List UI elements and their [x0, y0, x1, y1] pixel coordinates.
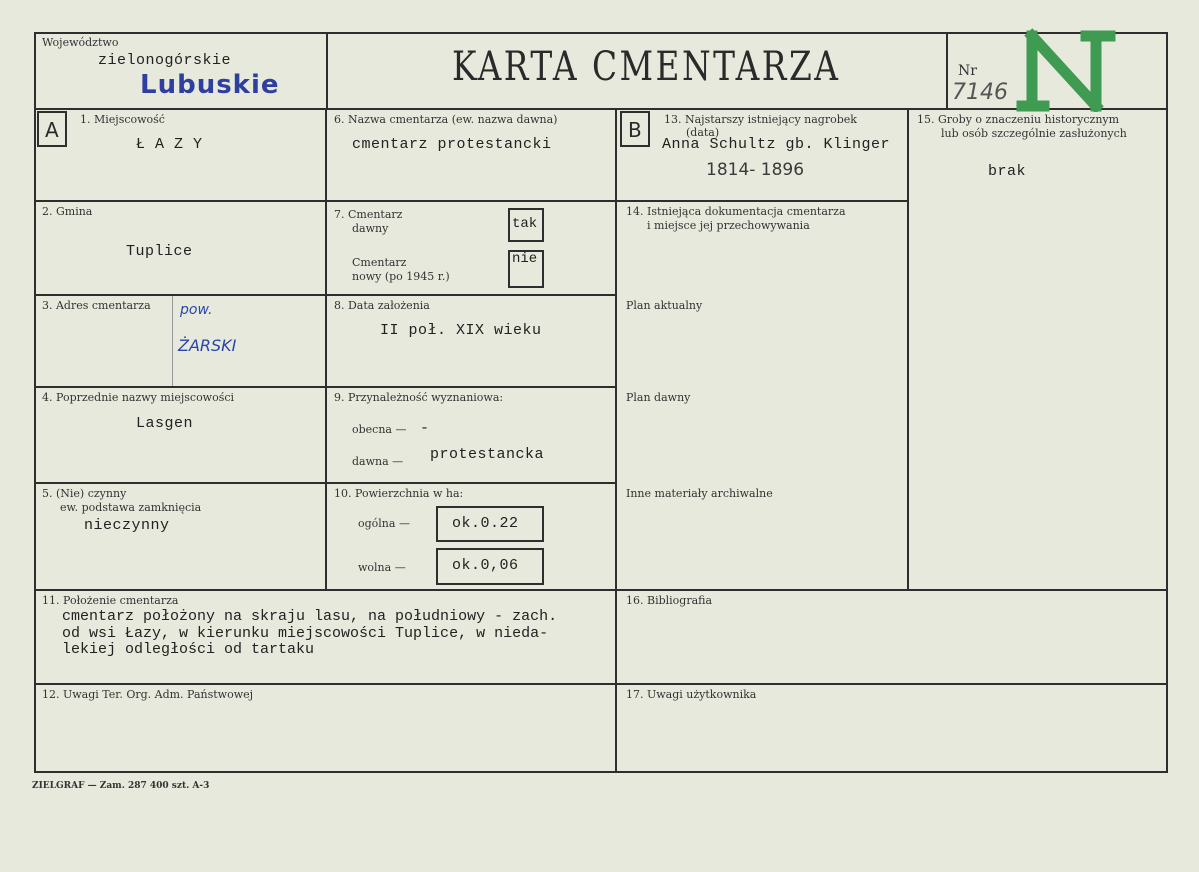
- field-7-old-box: [508, 208, 544, 242]
- field-5-value: nieczynny: [84, 517, 170, 534]
- field-8-value: II poł. XIX wieku: [380, 322, 542, 339]
- section-b-box: [620, 111, 650, 147]
- field-11-line2: od wsi Łazy, w kierunku miejscowości Tuplice, w nieda-: [62, 625, 549, 642]
- field-13-value-line1: Anna Schultz gb. Klinger: [662, 136, 891, 153]
- field-1-label: 1. Miejscowość: [80, 113, 165, 126]
- field-9-current-value: -: [420, 420, 430, 437]
- row-sep-2: [34, 294, 617, 296]
- field-7-new-box: [508, 250, 544, 288]
- section-b-letter: B: [628, 118, 642, 142]
- field-15-label-line2: lub osób szczególnie zasłużonych: [941, 127, 1127, 140]
- field-9-former-value: protestancka: [430, 446, 545, 463]
- field-3-label: 3. Adres cmentarza: [42, 299, 151, 312]
- row-sep-5: [34, 589, 1168, 591]
- section-a-letter: A: [45, 118, 59, 142]
- field-13-label-line2: (data): [686, 126, 720, 139]
- col-sep-1: [325, 108, 327, 590]
- field-6-label: 6. Nazwa cmentarza (ew. nazwa dawna): [334, 113, 558, 126]
- card-title: KARTA CMENTARZA: [452, 44, 841, 90]
- frame-left: [34, 32, 36, 773]
- field-13-value-line2: 1814- 1896: [706, 160, 805, 180]
- field-10-free-value: ok.0,06: [452, 557, 519, 574]
- field-9-current-label: obecna —: [352, 423, 407, 436]
- field-7-old-label-2: dawny: [352, 222, 389, 235]
- row-sep-1: [34, 200, 617, 202]
- field-2-label: 2. Gmina: [42, 205, 93, 218]
- printer-imprint: ZIELGRAF — Zam. 287 400 szt. A-3: [32, 781, 210, 791]
- wojewodztwo-value: zielonogórskie: [98, 52, 232, 69]
- wojewodztwo-label: Województwo: [42, 36, 119, 49]
- field-7-old-value: tak: [512, 216, 538, 232]
- field-6-value: cmentarz protestancki: [352, 136, 552, 153]
- field-14-label-line1: 14. Istniejąca dokumentacja cmentarza: [626, 205, 846, 218]
- wojewodztwo-stamp: Lubuskie: [140, 70, 280, 100]
- header-sep-1: [326, 32, 328, 109]
- frame-top: [34, 32, 1168, 34]
- row-sep-b: [617, 200, 909, 202]
- field-10-total-label: ogólna —: [358, 517, 410, 530]
- field-17-label: 17. Uwagi użytkownika: [626, 688, 757, 701]
- row-sep-4: [34, 482, 617, 484]
- field-4-value: Lasgen: [136, 415, 194, 432]
- field-11-line3: lekiej odległości od tartaku: [62, 641, 315, 658]
- header-sep-2: [946, 32, 948, 109]
- field-2-value: Tuplice: [126, 243, 193, 260]
- field-14-plan-old: Plan dawny: [626, 391, 691, 404]
- category-mark-n: [1010, 28, 1120, 112]
- field-1-value: Ł A Z Y: [136, 136, 203, 153]
- col-sep-2: [615, 108, 617, 773]
- frame-bottom: [34, 771, 1168, 773]
- field-10-total-box: [436, 506, 544, 542]
- field-13-label-line1: 13. Najstarszy istniejący nagrobek: [664, 113, 857, 126]
- field-3-value-line2: ŻARSKI: [178, 336, 237, 355]
- field-8-label: 8. Data założenia: [334, 299, 430, 312]
- field-10-label: 10. Powierzchnia w ha:: [334, 487, 464, 500]
- field-16-label: 16. Bibliografia: [626, 594, 713, 607]
- section-a-box: [37, 111, 67, 147]
- row-sep-3: [34, 386, 617, 388]
- field-7-new-label-2: nowy (po 1945 r.): [352, 270, 450, 283]
- nr-label: Nr: [958, 63, 977, 79]
- field-5-label-line2: ew. podstawa zamknięcia: [60, 501, 202, 514]
- nr-value: 7146: [952, 80, 1008, 105]
- field-12-label: 12. Uwagi Ter. Org. Adm. Państwowej: [42, 688, 254, 701]
- field-10-free-box: [436, 548, 544, 585]
- field-11-label: 11. Położenie cmentarza: [42, 594, 179, 607]
- field-3-value-line1: pow.: [180, 302, 213, 318]
- field-9-former-label: dawna —: [352, 455, 404, 468]
- frame-right: [1166, 32, 1168, 773]
- field-15-value: brak: [988, 163, 1027, 180]
- field-10-total-value: ok.0.22: [452, 515, 519, 532]
- field-7-old-label-1: 7. Cmentarz: [334, 208, 403, 221]
- header-divider: [34, 108, 1168, 110]
- field-7-new-value: nie: [512, 251, 538, 267]
- field-15-label-line1: 15. Groby o znaczeniu historycznym: [917, 113, 1120, 126]
- field-10-free-label: wolna —: [358, 561, 406, 574]
- field-5-label-line1: 5. (Nie) czynny: [42, 487, 127, 500]
- address-inner-divider: [172, 296, 173, 386]
- row-sep-6: [34, 683, 1168, 685]
- col-sep-3: [907, 108, 909, 590]
- field-9-label: 9. Przynależność wyznaniowa:: [334, 391, 504, 404]
- field-4-label: 4. Poprzednie nazwy miejscowości: [42, 391, 235, 404]
- field-11-line1: cmentarz położony na skraju lasu, na południowy - zach.: [62, 608, 558, 625]
- field-14-plan-current: Plan aktualny: [626, 299, 703, 312]
- field-14-label-line2: i miejsce jej przechowywania: [647, 219, 810, 232]
- field-7-new-label-1: Cmentarz: [352, 256, 407, 269]
- field-14-other: Inne materiały archiwalne: [626, 487, 773, 500]
